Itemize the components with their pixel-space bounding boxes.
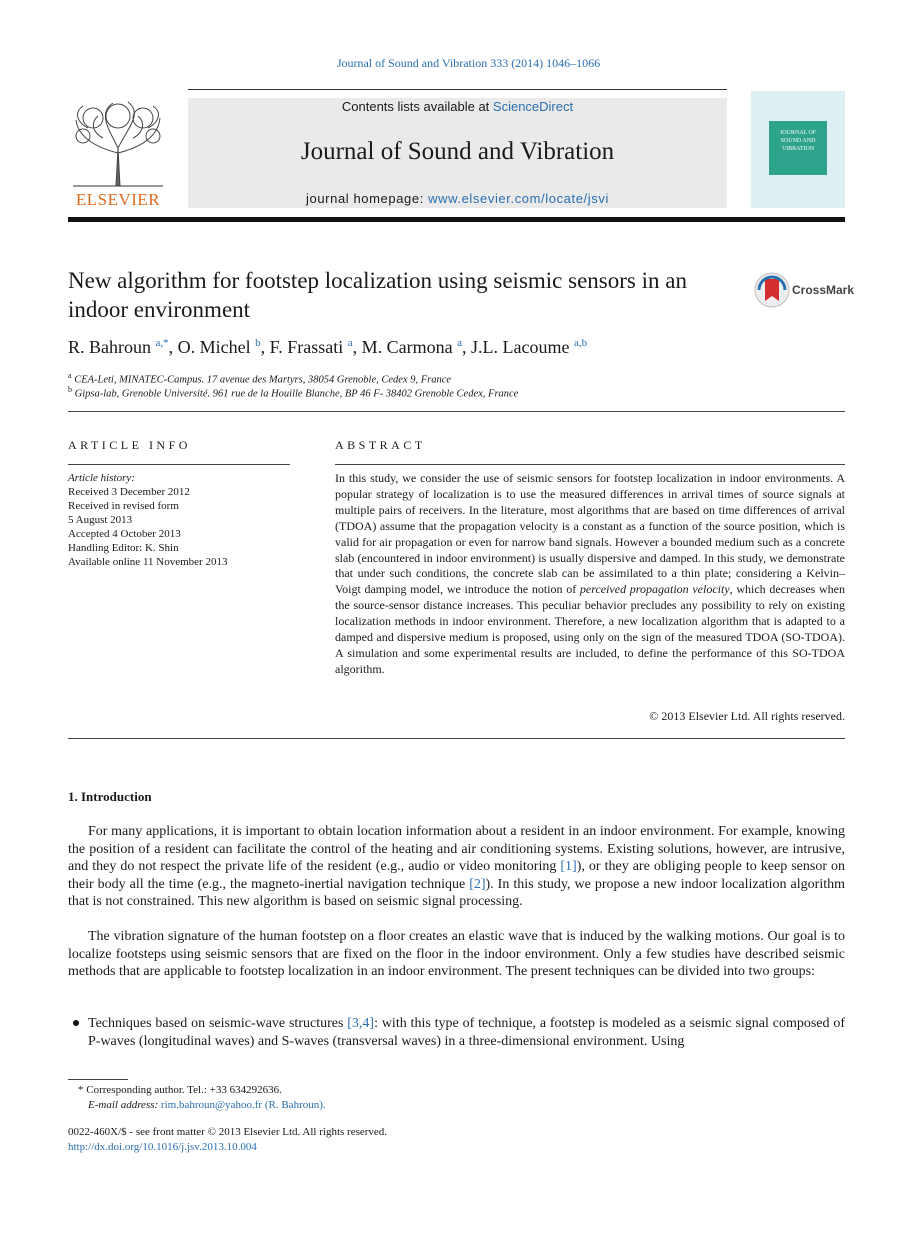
homepage-line [188,191,727,206]
crossmark-icon [754,272,790,308]
intro-paragraph-1: For many applications, it is important to obtain location information about a resident in an indoor environment. For example, knowing the position of a resident can facilitate the control of the heating and air conditioning systems. Existing solutions, however, are intrusive, and they do not respect the private life of the resident (e.g., audio or video monitoring [1]), or they are obliging people to keep sensor on their body all the time (e.g., the magneto-inertial navigation technique [2]). In this study, we propose a new indoor localization algorithm that is not constrained. This new algorithm is based on seismic signal processing. [68,824,846,909]
header-top-rule [188,89,727,90]
author[interactable]: R. Bahroun $^{a,*}$ [68,337,169,357]
front-matter: 0022-460X/$ - see front matter © 2013 Elsevier Ltd. All rights reserved. [68,1126,388,1138]
author[interactable]: J.L. Lacoume $^{a,b}$ [470,337,588,357]
history-label: Article history: [68,472,135,484]
citation-link[interactable]: [3,4] [347,1016,375,1031]
sciencedirect-link[interactable]: ScienceDirect [492,99,574,114]
footnote-rule [68,1079,128,1080]
author[interactable]: F. Frassati $^a$ [269,337,353,357]
elsevier-logo [68,98,168,210]
divider [68,464,290,465]
affiliation: $^a$ CEA-Leti, MINATEC-Campus. 17 avenue des Martyrs, 38054 Grenoble, Cedex 9, France [68,371,452,386]
author[interactable]: M. Carmona $^a$ [361,337,462,357]
affiliation: $^b$ Gipsa-lab, Grenoble Université. 961 rue de la Houille Blanche, BP 46 F- 38402 Grenoble Cedex, France [68,385,519,400]
contents-line [188,99,727,114]
history-line: 5 August 2013 [68,514,133,526]
divider [68,411,845,412]
email-link[interactable]: rim.bahroun@yahoo.fr [160,1099,263,1111]
article-info-heading: ARTICLE INFO [68,438,191,452]
journal-reference[interactable]: Journal of Sound and Vibration 333 (2014) 1046–1066 [336,56,601,70]
contents-prefix: Contents lists available at [341,99,493,114]
history-line: Available online 11 November 2013 [68,556,228,568]
elsevier-wordmark: ELSEVIER [75,190,161,209]
divider [335,464,845,465]
homepage-link[interactable]: www.elsevier.com/locate/jsvi [428,191,609,206]
history-line: Received 3 December 2012 [68,486,190,498]
citation-link[interactable]: [2] [469,876,486,892]
abstract-copyright: © 2013 Elsevier Ltd. All rights reserved. [649,709,845,723]
abstract-heading: ABSTRACT [335,438,426,452]
author-list: R. Bahroun $^{a,*}$, O. Michel $^b$, F. Frassati $^a$, M. Carmona $^a$, J.L. Lacoume $^{a,b}$ [68,337,588,357]
divider [68,738,845,739]
article-history [68,471,290,569]
email-note: E-mail address: rim.bahroun@yahoo.fr (R. Bahroun). [88,1099,326,1111]
journal-title: Journal of Sound and Vibration [300,138,615,165]
elsevier-tree-icon [68,98,168,188]
bullet-item: Techniques based on seismic-wave structures [3,4]: with this type of technique, a footstep is modeled as a seismic signal composed of P-waves (longitudinal waves) and S-waves (transversal waves) in a three-dimensional environment. Using [88,1016,845,1049]
history-line: Handling Editor: K. Shin [68,542,179,554]
article-title: New algorithm for footstep localization using seismic sensors in an indoor environment [68,268,687,322]
citation-link[interactable]: [1] [560,859,577,874]
section-heading-introduction: 1. Introduction [68,789,152,804]
abstract-body: In this study, we consider the use of seismic sensors for footstep localization in indoor environments. A popular strategy of localization is to use the measured differences in arrival times of source signals at multiple pairs of receivers. In the literature, most algorithms that are based on time differences of arrival (TDOA) assume that the propagation velocity is a constant as a function of the source position, which is valid for air propagation or even for narrow band signals. However a bounded medium such as a concrete slab (encountered in indoor environment) is usually dispersive and damped. In this study, we demonstrate that under such conditions, the concrete slab can be assimilated to a thin plate; considering a Kelvin–Voigt damping model, we introduce the notion of perceived propagation velocity, which decreases when the source-sensor distance increases. This peculiar behavior precludes any possibility to rely on existing localization methods in indoor environment. Therefore, a new localization algorithm that is adapted to a damped and dispersive medium is proposed, using only on the sign of the measured TDOA (SO-TDOA). A simulation and some experimental results are included, to define the performance of this SO-TDOA algorithm. [335,471,845,676]
bullet-icon [73,1020,79,1026]
doi-link[interactable]: http://dx.doi.org/10.1016/j.jsv.2013.10.004 [68,1141,257,1153]
journal-cover-thumbnail [751,91,845,208]
intro-paragraph-2: The vibration signature of the human footstep on a floor creates an elastic wave that is induced by the walking motions. Our goal is to localize footsteps using seismic sensors that are fixed on the floor in the indoor environment. Only a few studies have described seismic methods that are applicable to footstep localization in an indoor environment. The present techniques can be divided into two groups: [68,929,845,979]
author[interactable]: O. Michel $^b$ [177,337,261,357]
crossmark-badge[interactable] [754,272,855,308]
homepage-prefix: journal homepage: [306,191,429,206]
corresponding-author-note: * Corresponding author. Tel.: +33 634292636. [78,1084,282,1096]
crossmark-label: CrossMark [792,283,855,297]
header-bottom-rule [68,217,845,222]
history-line: Accepted 4 October 2013 [68,528,181,540]
cover-title-block: JOURNAL OF SOUND AND VIBRATION [769,121,827,175]
history-line: Received in revised form [68,500,179,512]
